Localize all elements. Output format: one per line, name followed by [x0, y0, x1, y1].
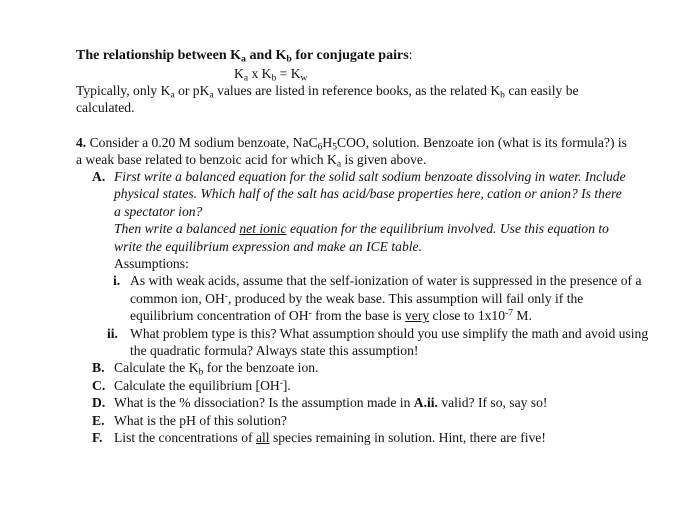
intro-text: can easily be calculated.	[76, 83, 579, 116]
ka-subscript: a	[241, 53, 246, 65]
subquestions	[76, 168, 676, 447]
formula-subscript: w	[300, 73, 308, 84]
intro-text: values are listed in reference books, as the related K	[213, 83, 501, 98]
part-b	[76, 359, 676, 379]
intro-subscript: b	[500, 90, 505, 101]
assumption-text: As with weak acids, assume that the self-ionization of water is suppressed in the presence of a common ion, OH	[130, 273, 642, 306]
assumption-ii	[76, 325, 676, 360]
part-c-text: Calculate the equilibrium [OH	[114, 377, 280, 393]
heading-text: The relationship between K	[76, 48, 242, 63]
assumption-text: , produced by the weak base. This assumption will fail only if the equilibrium concentration of OH	[130, 290, 584, 324]
problem-subscript: 6	[317, 142, 323, 153]
superscript: -	[308, 308, 312, 319]
assumption-i-label: i.	[113, 273, 121, 289]
problem-text: COO, solution. Benzoate ion (what is its formula?) is a weak base related to benzoic acid for which K	[76, 135, 627, 168]
intro-subscript: a	[209, 90, 214, 101]
assumptions-label: Assumptions:	[114, 256, 189, 272]
kw-formula	[234, 65, 307, 82]
part-c-text: ].	[282, 377, 291, 393]
part-f-text: List the concentrations of	[114, 430, 256, 446]
part-b-text: Calculate the K	[114, 360, 199, 376]
assumption-i	[76, 272, 676, 324]
part-f-underlined: all	[255, 430, 270, 446]
intro-subscript: a	[170, 90, 175, 101]
part-f	[76, 429, 676, 446]
assumption-text: M.	[512, 308, 532, 324]
part-b-label: B.	[92, 360, 105, 376]
part-a	[76, 168, 676, 272]
intro-paragraph	[76, 82, 636, 117]
section-heading	[76, 47, 413, 64]
problem-text: is given above.	[341, 152, 427, 168]
part-f-text: species remaining in solution. Hint, there are five!	[269, 430, 546, 446]
part-a-underlined: net ionic	[239, 221, 287, 237]
problem-text: Consider a 0.20 M sodium benzoate, NaC	[86, 135, 318, 150]
assumption-ii-text: What problem type is this? What assumption should you use simplify the math and avoid using the quadratic formula? Always state this assumption!	[130, 325, 649, 359]
heading-text-end: for conjugate pairs	[291, 48, 409, 63]
heading-colon: :	[408, 48, 413, 63]
kb-subscript: b	[286, 53, 292, 65]
problem-number: 4.	[76, 135, 87, 150]
part-e	[76, 412, 676, 429]
formula-subscript: a	[243, 73, 249, 84]
part-b-text: for the benzoate ion.	[203, 360, 319, 376]
intro-text: or pK	[174, 83, 210, 98]
part-a-net-ionic-instruction	[114, 220, 629, 255]
part-e-label: E.	[92, 412, 105, 428]
problem-statement	[76, 134, 636, 169]
problem-subscript: a	[336, 160, 342, 171]
part-a-label: A.	[92, 169, 106, 184]
part-c-superscript: -	[279, 378, 283, 389]
part-a-instruction: First write a balanced equation for the solid salt sodium benzoate dissolving in water. Include physical states. Which half of the salt has acid/base properties here, cation or anion? Is there a spectator ion?	[114, 169, 626, 219]
underlined-text: very	[404, 308, 430, 324]
formula-subscript: b	[271, 73, 277, 84]
assumption-ii-label: ii.	[107, 325, 118, 341]
heading-text-mid: and K	[245, 48, 287, 63]
part-d-text: valid? If so, say so!	[437, 395, 548, 411]
part-d	[76, 394, 676, 411]
part-c-label: C.	[92, 377, 106, 393]
formula-part: K	[234, 66, 244, 81]
part-f-label: F.	[92, 430, 103, 446]
formula-part: = K	[276, 66, 301, 81]
part-d-reference: A.ii.	[413, 395, 438, 411]
part-a-text: Then write a balanced	[114, 221, 240, 237]
assumption-text: from the base is	[311, 308, 405, 324]
formula-part: x K	[248, 66, 272, 81]
part-a-text: equation for the equilibrium involved. Use this equation to write the equilibrium expression and make an ICE table.	[114, 221, 609, 254]
part-b-subscript: b	[198, 368, 204, 379]
exponent: -7	[505, 308, 513, 319]
part-c	[76, 377, 676, 394]
intro-text: Typically, only K	[76, 83, 171, 98]
problem-text: H	[322, 135, 333, 150]
problem-subscript: 5	[332, 142, 337, 153]
part-d-label: D.	[92, 395, 106, 411]
part-e-text: What is the pH of this solution?	[114, 412, 287, 428]
assumption-i-text	[130, 272, 650, 324]
assumption-text: close to 1x10	[429, 308, 506, 324]
superscript: -	[224, 291, 228, 302]
part-d-text: What is the % dissociation? Is the assumption made in	[114, 395, 414, 411]
